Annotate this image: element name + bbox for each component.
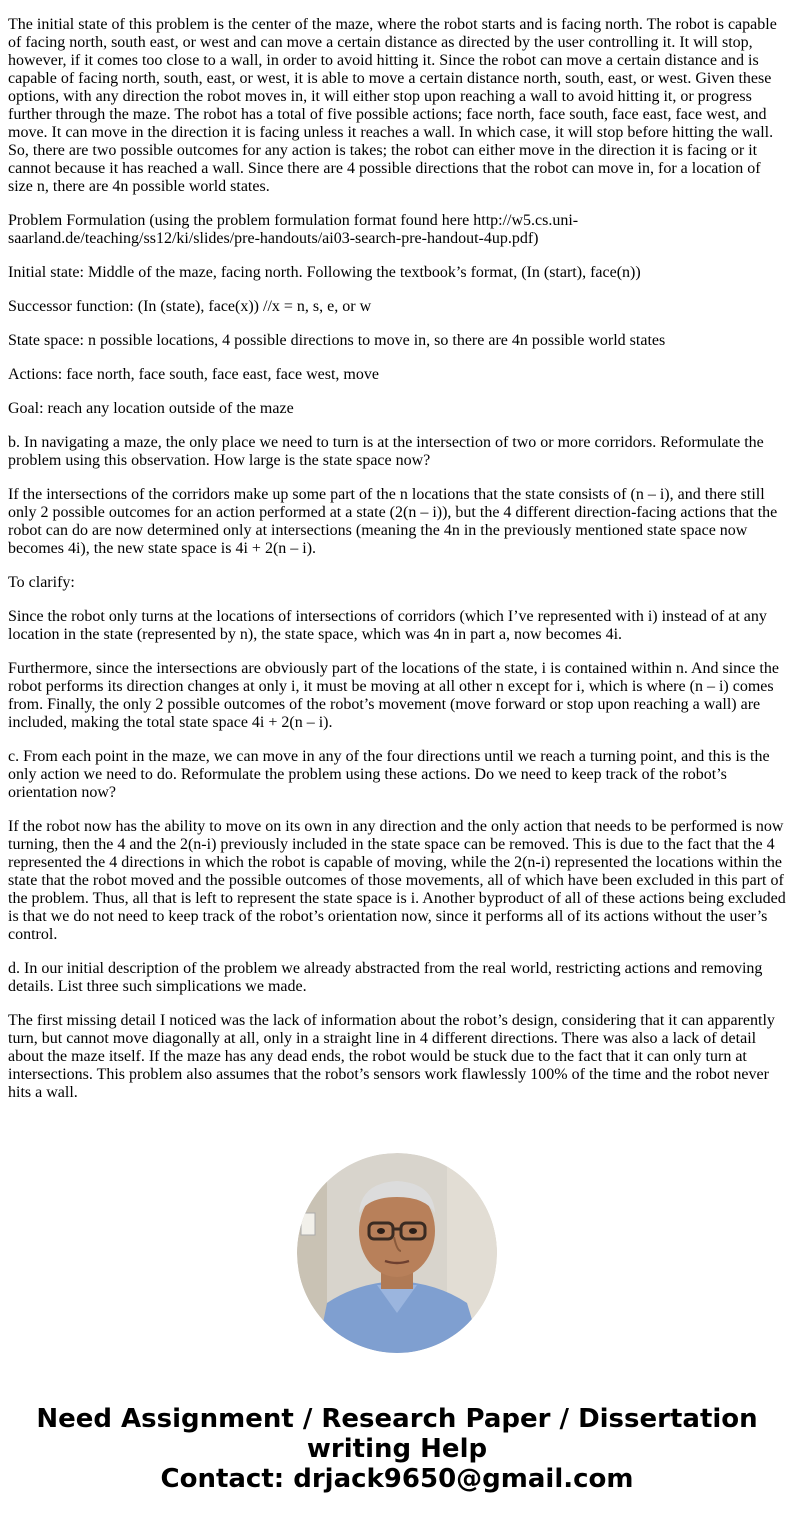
paragraph-clarify-1: Since the robot only turns at the locations of intersections of corridors (which I’ve represented with i) instead of at any location in the state (represented by n), the state space, which was 4n in part a, now becomes 4i.	[8, 608, 767, 643]
paragraph-initial-state: Initial state: Middle of the maze, facing north. Following the textbook’s format, (In (start), face(n))	[8, 264, 641, 281]
paragraph-answer-d: The first missing detail I noticed was the lack of information about the robot’s design, considering that it can apparently turn, but cannot move diagonally at all, only in a straight line in 4 different directions. There was also a lack of detail about the maze itself. If the maze has any dead ends, the robot would be stuck due to the fact that it can only turn at intersections. This problem also assumes that the robot’s sensors work flawlessly 100% of the time and the robot never hits a wall.	[8, 1012, 775, 1101]
paragraph-successor-function: Successor function: (In (state), face(x)) //x = n, s, e, or w	[8, 298, 372, 315]
paragraph-goal: Goal: reach any location outside of the maze	[8, 400, 294, 417]
paragraph-problem-formulation: Problem Formulation (using the problem formulation format found here http://w5.cs.uni-saarland.de/teaching/ss12/ki/slides/pre-handouts/ai03-search-pre-handout-4up.pdf)	[8, 212, 579, 247]
paragraph-actions: Actions: face north, face south, face east, face west, move	[8, 366, 379, 383]
author-avatar	[297, 1153, 497, 1353]
banner-contact-email: Contact: drjack9650@gmail.com	[160, 1464, 634, 1494]
document-body	[8, 0, 788, 1118]
author-photo	[297, 1153, 497, 1353]
paragraph-question-b: b. In navigating a maze, the only place we need to turn is at the intersection of two or more corridors. Reformulate the problem using this observation. How large is the state space now?	[8, 434, 764, 469]
paragraph-clarify-2: Furthermore, since the intersections are obviously part of the locations of the state, i is contained within n. And since the robot performs its direction changes at only i, it must be moving at all other n except for i, which is where (n – i) comes from. Finally, the only 2 possible outcomes of the robot’s movement (move forward or stop upon reaching a wall) are included, making the total state space 4i + 2(n – i).	[8, 660, 779, 731]
paragraph-answer-a: The initial state of this problem is the center of the maze, where the robot starts and is facing north. The robot is capable of facing north, south east, or west and can move a certain distance as directed by the user controlling it. It will stop, however, if it comes too close to a wall, in order to avoid hitting it. Since the robot can move a certain distance and is capable of facing north, south, east, or west, it is able to move a certain distance north, south, east, or west. Given these options, with any direction the robot moves in, it will either stop upon reaching a wall to avoid hitting it, or progress further through the maze. The robot has a total of five possible actions; face north, face south, face east, face west, and move. It can move in the direction it is facing unless it reaches a wall. In which case, it will stop before hitting the wall. So, there are two possible outcomes for any action is takes; the robot can either move in the direction it is facing or it cannot because it has reached a wall. Since there are 4 possible directions that the robot can move in, for a location of size n, there are 4n possible world states.	[8, 16, 777, 195]
paragraph-question-d: d. In our initial description of the problem we already abstracted from the real world, restricting actions and removing details. List three such simplications we made.	[8, 960, 763, 995]
contact-banner	[0, 1404, 794, 1494]
paragraph-state-space: State space: n possible locations, 4 possible directions to move in, so there are 4n possible world states	[8, 332, 666, 349]
paragraph-to-clarify: To clarify:	[8, 574, 75, 591]
paragraph-answer-b: If the intersections of the corridors make up some part of the n locations that the state consists of (n – i), and there still only 2 possible outcomes for an action performed at a state (2(n – i)), but the 4 different direction-facing actions that the robot can do are now determined only at intersections (meaning the 4n in the previously mentioned state space now becomes 4i), the new state space is 4i + 2(n – i).	[8, 486, 778, 557]
paragraph-answer-c: If the robot now has the ability to move on its own in any direction and the only action that needs to be performed is now turning, then the 4 and the 2(n-i) previously included in the state space can be removed. This is due to the fact that the 4 represented the 4 directions in which the robot is capable of moving, while the 2(n-i) represented the locations within the state that the robot moved and the possible outcomes of those movements, all of which have been excluded in this part of the problem. Thus, all that is left to represent the state space is i. Another byproduct of all of these actions being excluded is that we do not need to keep track of the robot’s orientation now, since it performs all of its actions without the user’s control.	[8, 818, 786, 943]
banner-headline: Need Assignment / Research Paper / Dissertation writing Help	[36, 1404, 758, 1464]
paragraph-question-c: c. From each point in the maze, we can move in any of the four directions until we reach a turning point, and this is the only action we need to do. Reformulate the problem using these actions. Do we need to keep track of the robot’s orientation now?	[8, 748, 770, 801]
